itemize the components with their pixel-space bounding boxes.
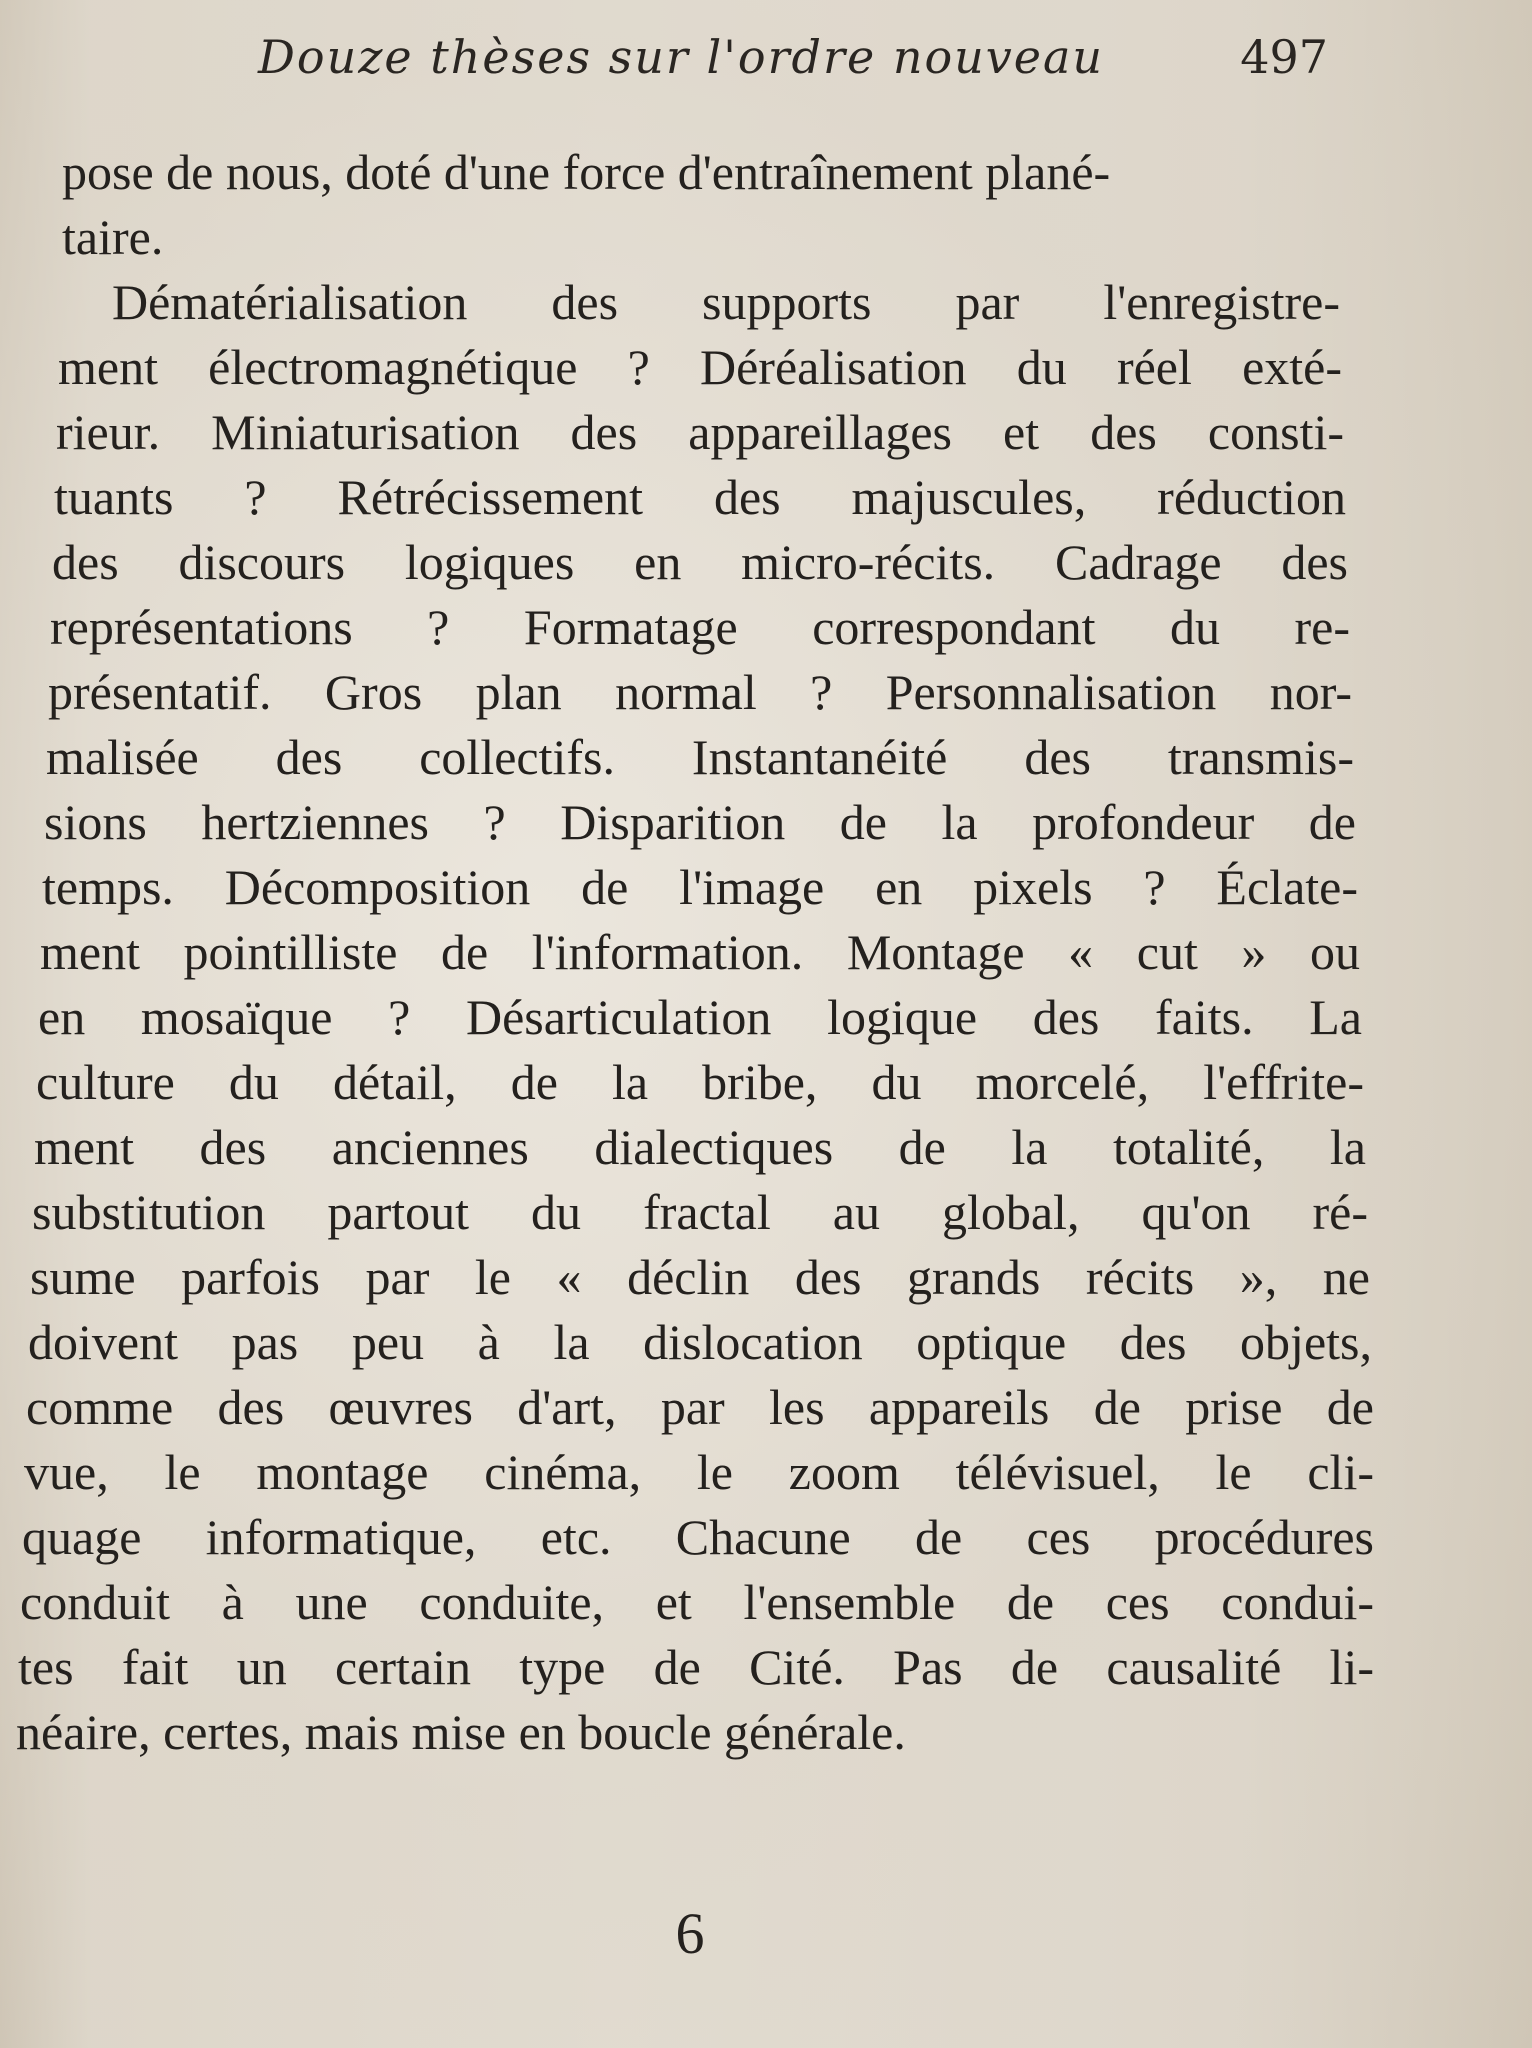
text-line: conduit à une conduite, et l'ensemble de ces condui-: [20, 1574, 1374, 1630]
text-line: substitution partout du fractal au global, qu'on ré-: [32, 1184, 1368, 1240]
section-number: 6: [675, 1901, 705, 1966]
text-line: sume parfois par le « déclin des grands récits », ne: [30, 1249, 1370, 1305]
text-line: ment électromagnétique ? Déréalisation du réel exté-: [58, 339, 1342, 395]
text-line: temps. Décomposition de l'image en pixels ? Éclate-: [42, 859, 1358, 915]
text-line: sions hertziennes ? Disparition de la profondeur de: [44, 794, 1356, 850]
text-line: des discours logiques en micro-récits. Cadrage des: [52, 534, 1348, 590]
text-line: ment des anciennes dialectiques de la totalité, la: [34, 1119, 1366, 1175]
text-line: quage informatique, etc. Chacune de ces procédures: [22, 1509, 1374, 1565]
text-line: ment pointilliste de l'information. Montage « cut » ou: [40, 924, 1360, 980]
text-line: pose de nous, doté d'une force d'entraînement plané-: [62, 144, 1111, 200]
page-number: 497: [1240, 30, 1328, 84]
running-title: Douze thèses sur l'ordre nouveau: [258, 30, 1105, 84]
text-line: représentations ? Formatage correspondant du re-: [50, 599, 1350, 655]
text-line: comme des œuvres d'art, par les appareils de prise de: [26, 1379, 1374, 1435]
text-line: présentatif. Gros plan normal ? Personnalisation nor-: [48, 664, 1352, 720]
text-line: doivent pas peu à la dislocation optique des objets,: [28, 1314, 1372, 1370]
text-line: malisée des collectifs. Instantanéité des transmis-: [46, 729, 1354, 785]
text-line: en mosaïque ? Désarticulation logique des faits. La: [38, 989, 1362, 1045]
body-text: [0, 140, 1532, 1765]
text-line: tes fait un certain type de Cité. Pas de causalité li-: [18, 1639, 1374, 1695]
text-line: néaire, certes, mais mise en boucle générale.: [16, 1704, 906, 1760]
text-line: Dématérialisation des supports par l'enregistre-: [112, 274, 1340, 330]
text-line: culture du détail, de la bribe, du morcelé, l'effrite-: [36, 1054, 1364, 1110]
text-line: tuants ? Rétrécissement des majuscules, réduction: [54, 469, 1346, 525]
text-line: vue, le montage cinéma, le zoom télévisuel, le cli-: [24, 1444, 1374, 1500]
running-header: [258, 22, 1328, 92]
text-line: taire.: [62, 209, 164, 265]
text-line: rieur. Miniaturisation des appareillages et des consti-: [56, 404, 1344, 460]
